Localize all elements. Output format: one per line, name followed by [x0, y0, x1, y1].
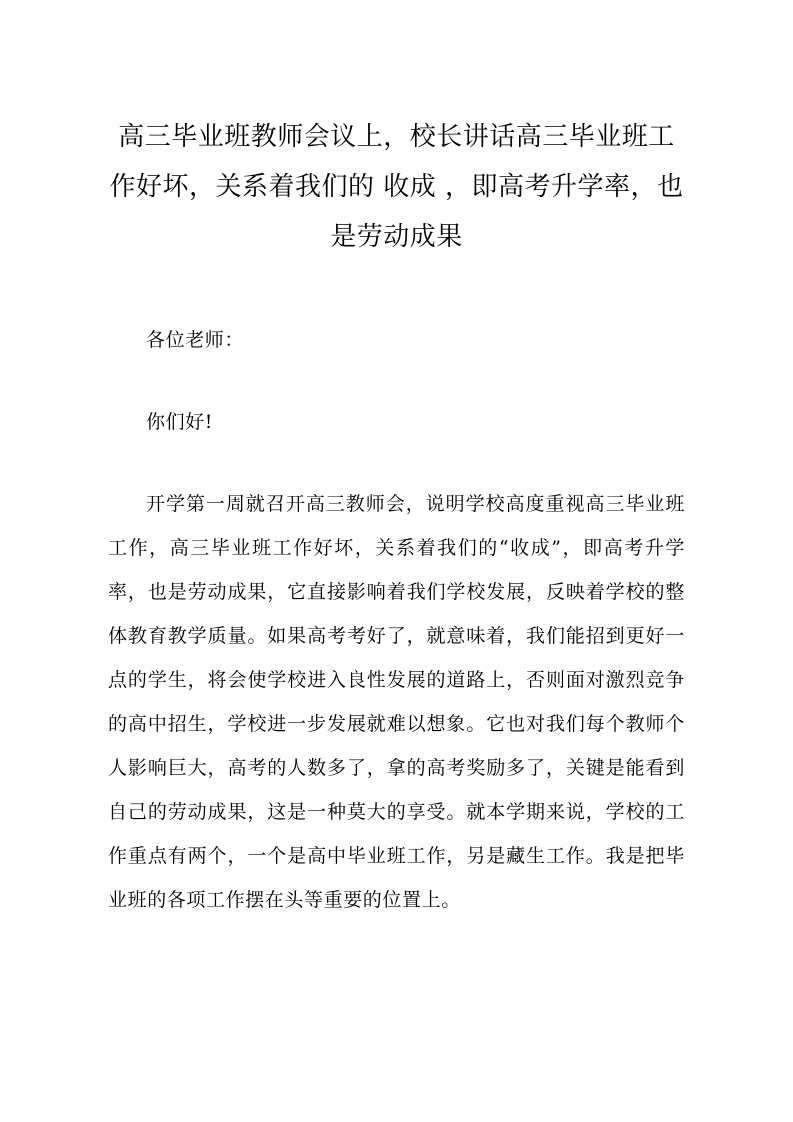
greeting-line: 你们好! [146, 411, 214, 433]
body-paragraph-1: 开学第一周就召开高三教师会，说明学校高度重视高三毕业班工作，高三毕业班工作好坏，关系着我们的“收成”，即高考升学率，也是劳动成果，它直接影响着我们学校发展，反映着学校的整体教育教学质量。如果高考考好了，就意味着，我们能招到更好一点的学生，将会使学校进入良性发展的道路上，否则面对激烈竞争的高中招生，学校进一步发展就难以想象。它也对我们每个教师个人影响巨大，高考的人数多了，拿的高考奖励多了，关键是能看到自己的劳动成果，这是一种莫大的享受。就本学期来说，学校的工作重点有两个，一个是高中毕业班工作，另是藏生工作。我是把毕业班的各项工作摆在头等重要的位置上。 [108, 493, 685, 911]
salutation-line: 各位老师： [146, 329, 245, 351]
page-title: 高三毕业班教师会议上，校长讲话高三毕业班工作好坏，关系着我们的 收成 ，即高考升学率，也是劳动成果 [109, 122, 684, 252]
document-body [108, 318, 685, 922]
